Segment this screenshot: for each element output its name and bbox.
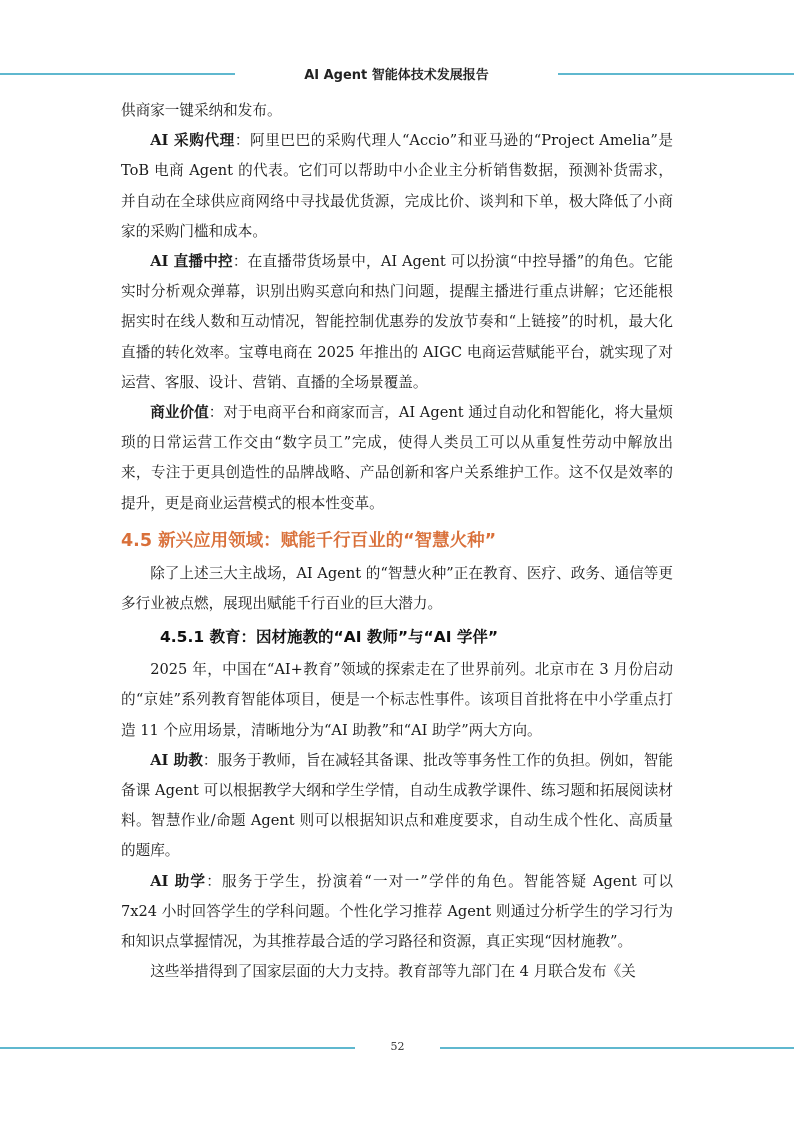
term-business-value: 商业价值 <box>150 404 209 422</box>
header-rule-left <box>0 73 235 75</box>
term-ai-teaching-assistant: AI 助教 <box>150 751 203 769</box>
term-ai-live-stream: AI 直播中控 <box>150 253 233 271</box>
paragraph-business-value: 商业价值：对于电商平台和商家而言，AI Agent 通过自动化和智能化，将大量烦琐的日常运营工作交由“数字员工”完成，使得人类员工可以从重复性劳动中解放出来，专注于更具创造性的品牌战略、产品创新和客户关系维护工作。这不仅是效率的提升，更是商业运营模式的根本性变革。 <box>121 404 673 512</box>
subsection-heading: 4.5.1 教育：因材施教的“AI 教师”与“AI 学伴” <box>160 628 499 647</box>
page-number: 52 <box>390 1040 405 1053</box>
term-ai-procurement: AI 采购代理 <box>150 132 235 150</box>
section-heading: 4.5 新兴应用领域：赋能千行百业的“智慧火种” <box>121 530 497 551</box>
footer-rule-left <box>0 1047 355 1049</box>
paragraph-education: 2025 年，中国在“AI+教育”领域的探索走在了世界前列。北京市在 3 月份启动的“京娃”系列教育智能体项目，便是一个标志性事件。该项目首批将在中小学重点打造 11 个应用场景，清晰地分为“AI 助教”和“AI 助学”两大方向。 <box>121 661 673 739</box>
running-header: AI Agent 智能体技术发展报告 <box>304 68 489 83</box>
page-body <box>121 96 673 987</box>
paragraph-ai-teaching-assistant: AI 助教：服务于教师，旨在减轻其备课、批改等事务性工作的负担。例如，智能备课 Agent 可以根据教学大纲和学生学情，自动生成教学课件、练习题和拓展阅读材料。智慧作业/命题 Agent 则可以根据知识点和难度要求，自动生成个性化、高质量的题库。 <box>121 751 673 860</box>
paragraph-continuation: 供商家一键采纳和发布。 <box>121 102 282 119</box>
paragraph-ai-live-stream: AI 直播中控：在直播带货场景中，AI Agent 可以扮演“中控导播”的角色。它能实时分析观众弹幕，识别出购买意向和热门问题，提醒主播进行重点讲解；它还能根据实时在线人数和互动情况，智能控制优惠券的发放节奏和“上链接”的时机，最大化直播的转化效率。宝尊电商在 2025 年推出的 AIGC 电商运营赋能平台，就实现了对运营、客服、设计、营销、直播的全场景覆盖。 <box>121 253 673 391</box>
term-ai-learning-assistant: AI 助学 <box>150 872 207 890</box>
paragraph-ai-learning-assistant: AI 助学：服务于学生，扮演着“一对一”学伴的角色。智能答疑 Agent 可以 7x24 小时回答学生的学科问题。个性化学习推荐 Agent 则通过分析学生的学习行为和知识点掌握情况，为其推荐最合适的学习路径和资源，真正实现“因材施教”。 <box>121 872 674 951</box>
footer-rule-right <box>440 1047 794 1049</box>
paragraph-ai-procurement: AI 采购代理：阿里巴巴的采购代理人“Accio”和亚马逊的“Project Amelia”是 ToB 电商 Agent 的代表。它们可以帮助中小企业主分析销售数据，预测补货需求，并自动在全球供应商网络中寻找最优货源，完成比价、谈判和下单，极大降低了小商家的采购门槛和成本。 <box>121 132 674 240</box>
paragraph-policy-support: 这些举措得到了国家层面的大力支持。教育部等九部门在 4 月联合发布《关 <box>150 963 636 981</box>
header-rule-right <box>558 73 794 75</box>
paragraph-intro: 除了上述三大主战场，AI Agent 的“智慧火种”正在教育、医疗、政务、通信等更多行业被点燃，展现出赋能千行百业的巨大潜力。 <box>121 564 673 613</box>
